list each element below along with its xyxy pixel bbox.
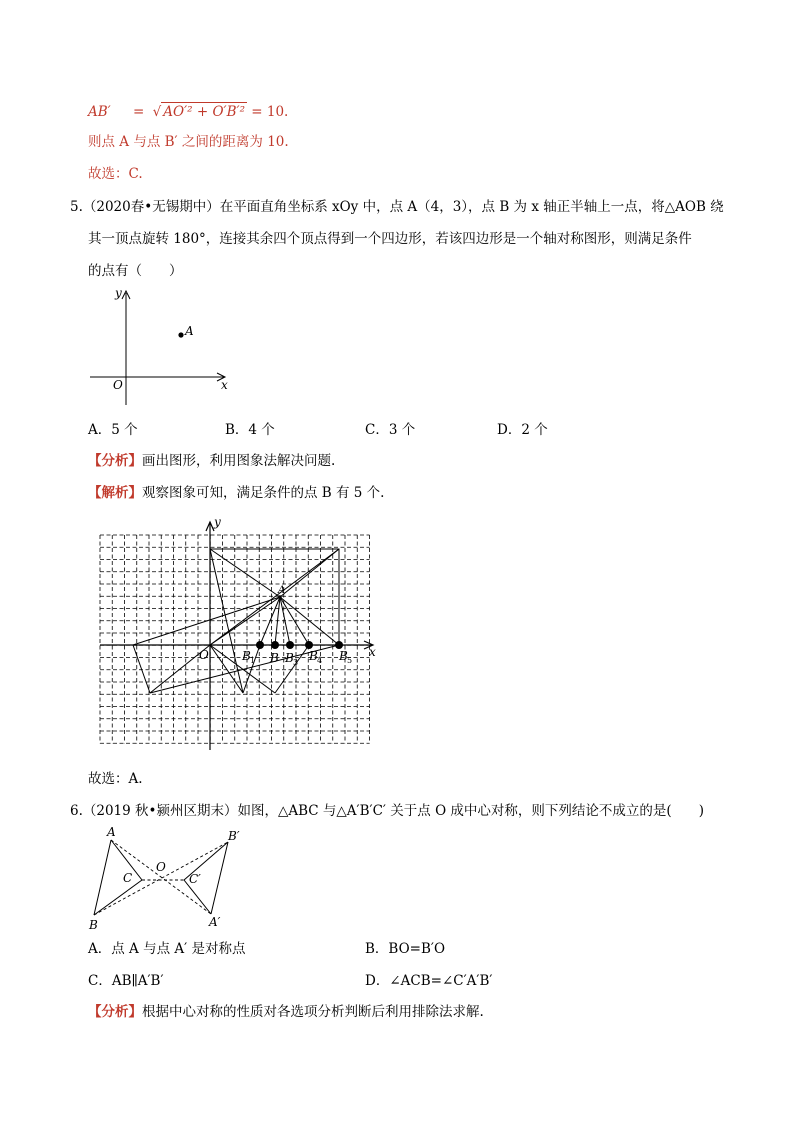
point-b5 [335, 641, 343, 649]
q5-solution [88, 484, 384, 502]
label-a-prime: A′ [209, 915, 221, 929]
grid-y-label: y [214, 515, 221, 529]
q6-analysis-tag: 【分析】 [88, 1004, 142, 1020]
b3-sub: 3 [293, 658, 299, 667]
origin-label: O [113, 378, 123, 392]
b4-label: B [309, 649, 318, 663]
q6-option-d: D．∠ACB=∠C′A′B′ [365, 973, 493, 989]
dash-b-b2 [94, 842, 228, 915]
q6-option-b: B．BO=B′O [365, 941, 446, 957]
distance-text: 则点 A 与点 B′ 之间的距离为 10. [88, 134, 289, 150]
q5-option-d: D．2 个 [497, 422, 548, 438]
q6-option-a: A．点 A 与点 A′ 是对称点 [88, 941, 246, 957]
y-label: y [115, 286, 122, 300]
point-b2 [271, 641, 279, 649]
grid-a-label: A [278, 585, 286, 596]
point-b3 [286, 641, 294, 649]
b1-sub: 1 [250, 656, 256, 665]
b3-label: B [285, 651, 294, 665]
label-b: B [89, 918, 98, 932]
q4-answer: 故选：C. [88, 166, 143, 182]
q5-answer: 故选：A. [88, 771, 143, 787]
b5-sub: 5 [347, 656, 353, 665]
seg-o-b [210, 645, 243, 693]
label-c-prime: C′ [189, 872, 201, 886]
seg-l-bottom [133, 645, 150, 693]
triangle-abc [94, 840, 142, 915]
q5-solution-grid-figure [90, 512, 380, 752]
point-b4 [305, 641, 313, 649]
analysis-tag: 【分析】 [88, 453, 142, 469]
label-b-prime: B′ [228, 829, 240, 843]
side-ab [94, 840, 111, 915]
formula-eq: = [133, 104, 145, 120]
q6-analysis [88, 1003, 484, 1021]
seg-c-a [210, 549, 280, 597]
q5-option-a: A．5 个 [88, 422, 138, 438]
formula-line: AB′ = √ AO′² + O′B′² = 10. [88, 104, 289, 120]
q6-analysis-text: 根据中心对称的性质对各选项分析判断后利用排除法求解. [142, 1004, 484, 1020]
solution-tag: 【解析】 [88, 485, 142, 501]
label-o: O [156, 860, 166, 874]
q6-stem: 6.（2019 秋•颍州区期末）如图，△ABC 与△A′B′C′ 关于点 O 成中心对称，则下列结论不成立的是( ) [70, 803, 704, 819]
point-a-label: A [185, 324, 194, 338]
formula-radicand: AO′² + O′B′² [163, 104, 245, 120]
grid-origin-label: O [199, 648, 209, 662]
q5-analysis [88, 452, 335, 470]
q5-stem-line3: 的点有（ ） [88, 263, 183, 279]
side-a2b2 [211, 842, 228, 914]
seg-o-r [210, 549, 339, 645]
label-c: C [123, 871, 133, 885]
point-b1 [256, 641, 264, 649]
formula-lhs: AB′ [88, 104, 111, 120]
b1-label: B [242, 649, 251, 663]
b2-label: B [270, 651, 279, 665]
b4-sub: 4 [317, 656, 323, 665]
q6-symmetry-figure [85, 822, 255, 934]
point-a [178, 332, 183, 337]
label-a: A [107, 825, 116, 839]
b5-label: B [339, 649, 348, 663]
q5-axes-figure [85, 283, 245, 413]
solution-text: 观察图象可知，满足条件的点 B 有 5 个. [142, 485, 385, 501]
grid-x-label: x [369, 645, 376, 659]
formula-result: = 10. [251, 104, 289, 120]
q5-stem-line1: 5.（2020春•无锡期中）在平面直角坐标系 xOy 中，点 A（4，3），点 B 为 x 轴正半轴上一点，将△AOB 绕 [70, 199, 724, 215]
q5-stem-line2: 其一顶点旋转 180°，连接其余四个顶点得到一个四边形，若该四边形是一个轴对称图形，则满足条件 [88, 231, 692, 247]
q5-option-b: B．4 个 [225, 422, 275, 438]
q5-option-c: C．3 个 [365, 422, 416, 438]
dashed-connectors [94, 840, 228, 915]
analysis-text: 画出图形，利用图象法解决问题. [142, 453, 336, 469]
x-label: x [221, 378, 228, 392]
q6-option-c: C．AB∥A′B′ [88, 973, 164, 989]
